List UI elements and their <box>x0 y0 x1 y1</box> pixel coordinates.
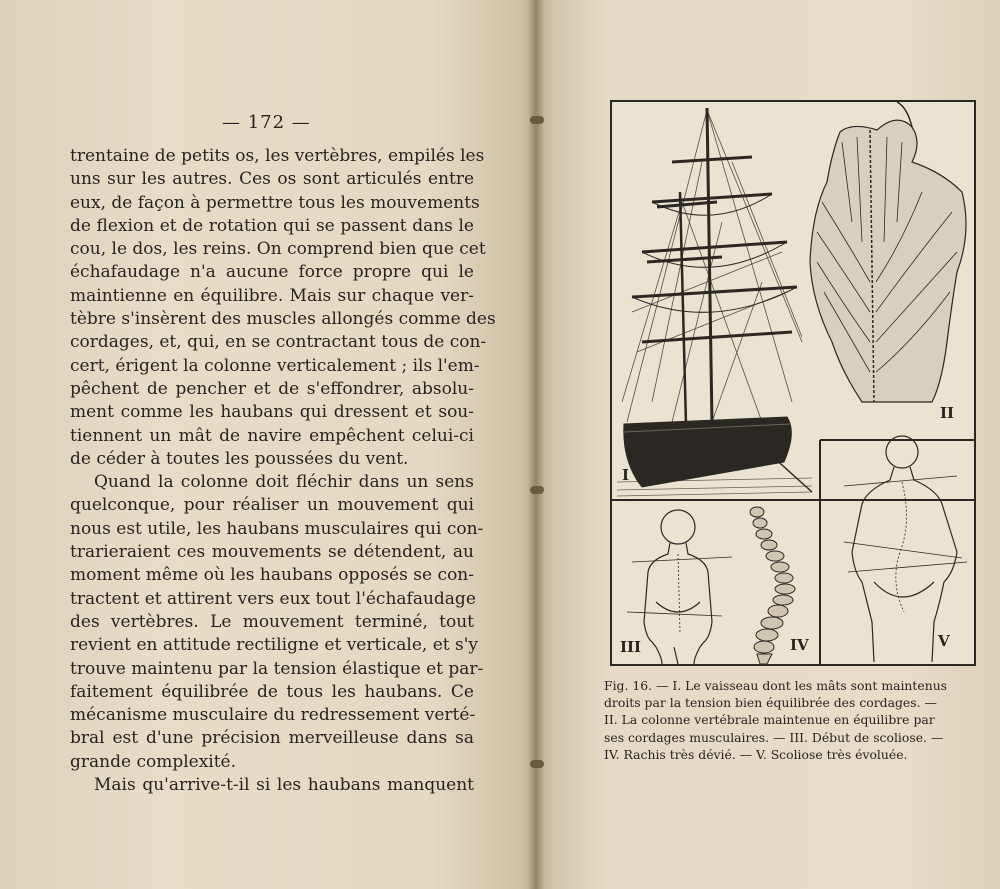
text-line: cou, le dos, les reins. On comprend bien que cet <box>70 239 486 260</box>
text-line: nous est utile, les haubans musculaires qui con- <box>70 518 484 539</box>
text-line: revient en attitude rectiligne et verticale, et s'y <box>70 635 479 656</box>
binding-stitch <box>530 760 544 768</box>
text-line: cert, érigent la colonne verticalement ; ils l'em- <box>70 355 480 376</box>
text-line: de flexion et de rotation qui se passent dans le <box>70 215 474 236</box>
text-line: quelconque, pour réaliser un mouvement qui <box>70 495 474 516</box>
text-line: ment comme les haubans qui dressent et sou- <box>70 402 474 423</box>
ship-illustration <box>617 108 812 496</box>
text-line: uns sur les autres. Ces os sont articulés entre <box>70 169 474 190</box>
text-line: tractent et attirent vers eux tout l'échafaudage <box>70 588 476 609</box>
caption-line: IV. Rachis très dévié. — V. Scoliose très évoluée. <box>604 746 908 762</box>
text-line: échafaudage n'a aucune force propre qui le <box>70 262 474 283</box>
text-line: grande complexité. <box>70 751 237 772</box>
child-illustration <box>627 510 732 664</box>
figure-illustration <box>612 102 974 664</box>
text-line: pêchent de pencher et de s'effondrer, absolu- <box>70 378 474 399</box>
figure-16 <box>610 100 976 666</box>
text-line: des vertèbres. Le mouvement terminé, tout <box>70 611 474 632</box>
spine-illustration <box>750 507 795 664</box>
caption-line: Fig. 16. — I. Le vaisseau dont les mâts sont maintenus <box>604 678 948 693</box>
text-line: faitement équilibrée de tous les haubans. Ce <box>70 681 474 702</box>
label-child: III <box>620 638 642 656</box>
scoliosis-illustration <box>844 436 967 662</box>
text-line: trouve maintenu par la tension élastique et par- <box>70 658 484 679</box>
label-ship: I <box>622 466 630 484</box>
text-line: de céder à toutes les poussées du vent. <box>70 448 409 469</box>
text-line: Quand la colonne doit fléchir dans un sens <box>94 472 474 493</box>
text-line: mécanisme musculaire du redressement verté- <box>70 705 476 726</box>
figure-caption <box>604 677 996 763</box>
back-muscles-illustration <box>810 102 966 402</box>
text-line: Mais qu'arrive-t-il si les haubans manquent <box>94 775 474 796</box>
page-number: — 172 — <box>222 112 311 133</box>
body-text <box>70 145 496 797</box>
text-line: cordages, et, qui, en se contractant tous de con- <box>70 332 487 353</box>
caption-line: droits par la tension bien équilibrée des cordages. — <box>604 695 937 711</box>
text-line: eux, de façon à permettre tous les mouvements <box>70 192 480 213</box>
binding-stitch <box>530 116 544 124</box>
text-line: trentaine de petits os, les vertèbres, empilés les <box>70 146 485 166</box>
label-spine: IV <box>790 636 809 654</box>
text-line: tèbre s'insèrent des muscles allongés comme des <box>70 309 496 330</box>
label-scoliosis: V <box>938 632 950 650</box>
label-back: II <box>940 404 955 422</box>
text-line: moment même où les haubans opposés se con- <box>70 565 474 586</box>
text-line: tiennent un mât de navire empêchent celui-ci <box>70 425 474 446</box>
text-line: bral est d'une précision merveilleuse dans sa <box>70 728 474 749</box>
book-gutter <box>528 0 544 889</box>
text-line: trarieraient ces mouvements se détendent, au <box>70 542 474 563</box>
binding-stitch <box>530 486 544 494</box>
right-page <box>536 0 1000 889</box>
text-line: maintienne en équilibre. Mais sur chaque ver- <box>70 285 474 306</box>
caption-line: II. La colonne vertébrale maintenue en équilibre par <box>604 712 935 728</box>
caption-line: ses cordages musculaires. — III. Début de scoliose. — <box>604 729 944 745</box>
